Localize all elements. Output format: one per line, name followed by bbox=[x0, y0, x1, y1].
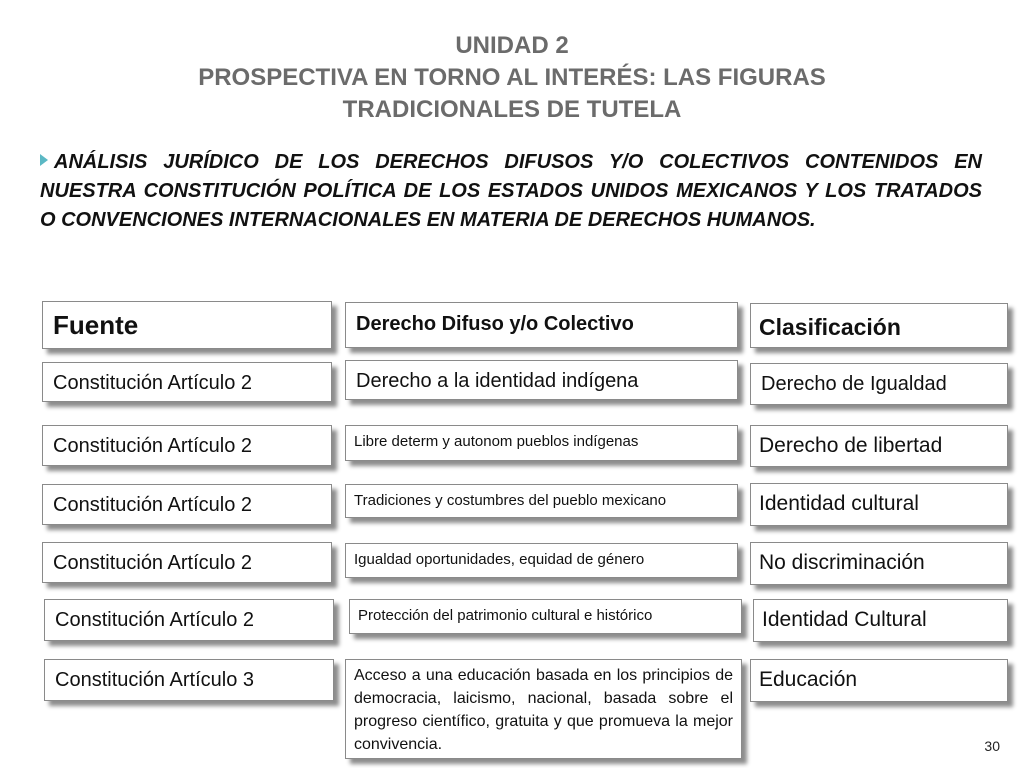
triangle-bullet-icon bbox=[40, 154, 48, 166]
row-5-derecho bbox=[349, 599, 742, 634]
row-2-clasificacion bbox=[750, 425, 1008, 467]
row-2-derecho-text: Libre determ y autonom pueblos indígenas bbox=[354, 433, 639, 450]
row-3-fuente bbox=[42, 484, 332, 525]
row-2-clasificacion-text: Derecho de libertad bbox=[759, 434, 943, 457]
intro-text: ANÁLISIS JURÍDICO DE LOS DERECHOS DIFUSOS Y/O COLECTIVOS CONTENIDOS EN NUESTRA CONSTITUCIÓN POLÍTICA DE LOS ESTADOS UNIDOS MEXICANOS Y LOS TRATADOS O CONVENCIONES INTERNACIONALES EN MATERIA DE DERECHOS HUMANOS. bbox=[40, 151, 982, 231]
row-4-clasificacion-text: No discriminación bbox=[759, 551, 925, 574]
row-3-derecho bbox=[345, 484, 738, 518]
title-line-1: UNIDAD 2 bbox=[455, 32, 569, 59]
header-derecho-label: Derecho Difuso y/o Colectivo bbox=[356, 313, 634, 335]
row-5-derecho-text: Protección del patrimonio cultural e histórico bbox=[358, 607, 653, 624]
row-6-derecho-text: Acceso a una educación basada en los principios de democracia, laicismo, nacional, basada sobre el progreso científico, gratuita y que promueva la mejor convivencia. bbox=[354, 667, 733, 753]
row-3-clasificacion-text: Identidad cultural bbox=[759, 492, 919, 515]
row-2-fuente-text: Constitución Artículo 2 bbox=[53, 435, 252, 457]
header-clasificacion-label: Clasificación bbox=[759, 314, 901, 340]
row-6-clasificacion-text: Educación bbox=[759, 668, 858, 691]
row-1-clasificacion bbox=[750, 363, 1008, 405]
row-3-fuente-text: Constitución Artículo 2 bbox=[53, 494, 252, 516]
row-6-fuente bbox=[44, 659, 334, 701]
header-fuente bbox=[42, 301, 332, 349]
header-clasificacion bbox=[750, 303, 1008, 348]
row-4-fuente bbox=[42, 542, 332, 583]
row-1-derecho bbox=[345, 360, 738, 400]
row-6-fuente-text: Constitución Artículo 3 bbox=[55, 669, 254, 691]
row-2-derecho bbox=[345, 425, 738, 461]
page-number: 30 bbox=[984, 738, 1000, 754]
row-5-fuente bbox=[44, 599, 334, 641]
row-5-fuente-text: Constitución Artículo 2 bbox=[55, 609, 254, 631]
title-line-3: TRADICIONALES DE TUTELA bbox=[342, 96, 682, 123]
row-5-clasificacion bbox=[753, 599, 1008, 642]
row-1-fuente bbox=[42, 362, 332, 402]
title-line-2: PROSPECTIVA EN TORNO AL INTERÉS: LAS FIGURAS bbox=[198, 64, 826, 91]
intro-paragraph bbox=[40, 148, 982, 235]
header-fuente-label: Fuente bbox=[53, 310, 139, 340]
row-6-clasificacion bbox=[750, 659, 1008, 702]
row-4-derecho bbox=[345, 543, 738, 578]
row-1-clasificacion-text: Derecho de Igualdad bbox=[761, 373, 947, 395]
row-1-fuente-text: Constitución Artículo 2 bbox=[53, 372, 252, 394]
row-4-derecho-text: Igualdad oportunidades, equidad de género bbox=[354, 551, 645, 568]
row-3-clasificacion bbox=[750, 483, 1008, 526]
row-2-fuente bbox=[42, 425, 332, 466]
row-4-clasificacion bbox=[750, 542, 1008, 585]
row-6-derecho bbox=[345, 659, 742, 759]
slide-title bbox=[100, 30, 924, 126]
header-derecho bbox=[345, 302, 738, 348]
row-5-clasificacion-text: Identidad Cultural bbox=[762, 608, 927, 631]
row-3-derecho-text: Tradiciones y costumbres del pueblo mexicano bbox=[354, 492, 667, 509]
row-4-fuente-text: Constitución Artículo 2 bbox=[53, 552, 252, 574]
row-1-derecho-text: Derecho a la identidad indígena bbox=[356, 370, 639, 392]
